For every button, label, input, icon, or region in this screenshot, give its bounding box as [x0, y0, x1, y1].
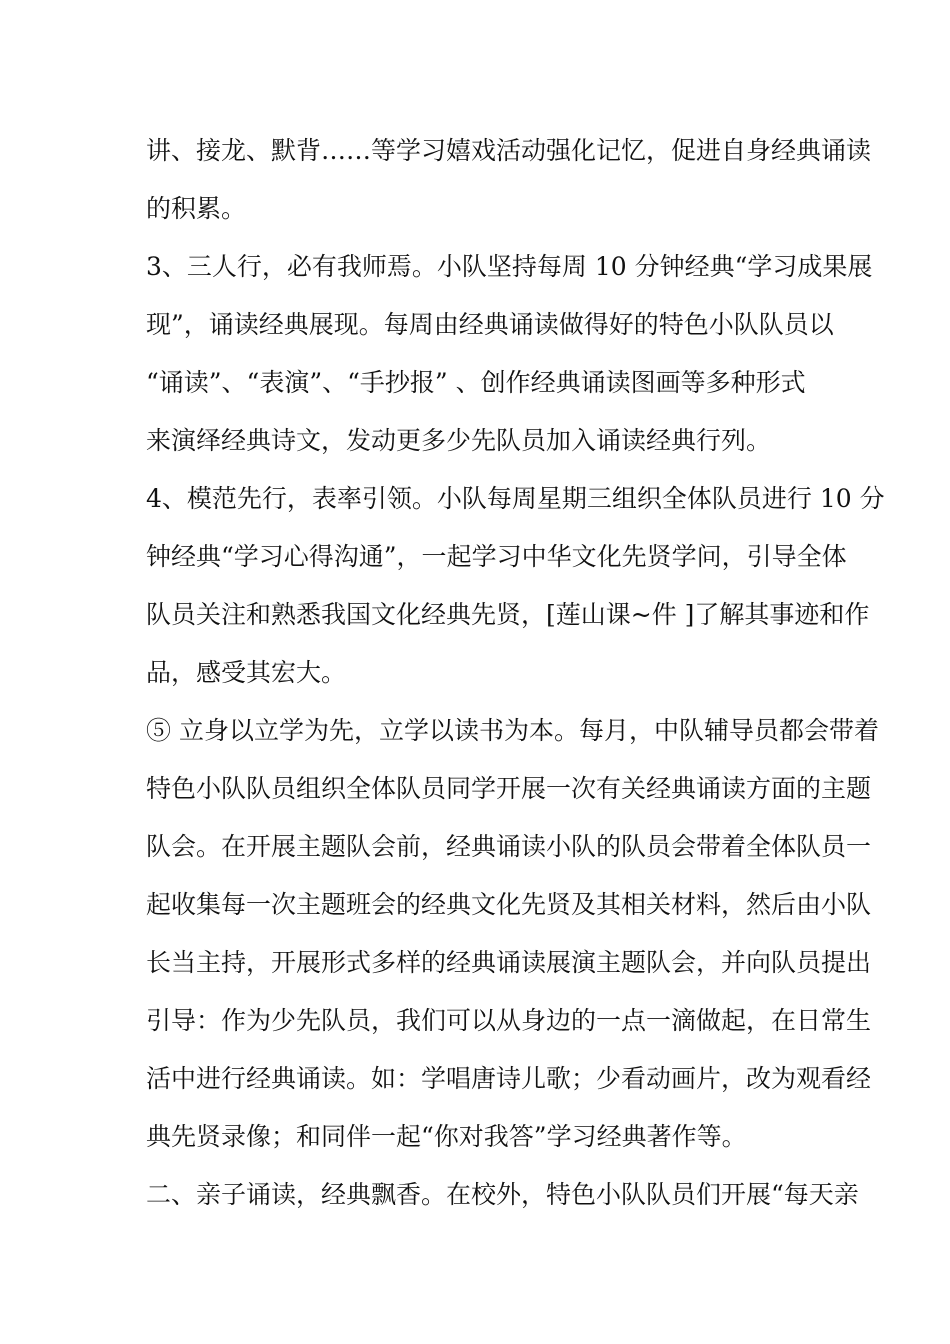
text-line: 现”，诵读经典展现。每周由经典诵读做得好的特色小队队员以 — [146, 310, 834, 339]
text-line: 队会。在开展主题队会前，经典诵读小队的队员会带着全体队员一 — [146, 832, 872, 861]
text-line: ⑤ 立身以立学为先，立学以读书为本。每月，中队辅导员都会带着 — [146, 716, 879, 745]
text-line: “诵读”、“表演”、“手抄报” 、创作经典诵读图画等多种形式 — [146, 368, 806, 397]
text-line: 特色小队队员组织全体队员同学开展一次有关经典诵读方面的主题 — [146, 774, 872, 803]
text-line: 品，感受其宏大。 — [146, 658, 347, 687]
text-line: 来演绎经典诗文，发动更多少先队员加入诵读经典行列。 — [146, 426, 772, 455]
text-line: 钟经典“学习心得沟通”，一起学习中华文化先贤学问，引导全体 — [146, 542, 847, 571]
text-line: 讲、接龙、默背……等学习嬉戏活动强化记忆，促进自身经典诵读 — [146, 136, 872, 165]
text-line: 3、三人行，必有我师焉。小队坚持每周 10 分钟经典“学习成果展 — [146, 252, 873, 281]
text-line: 的积累。 — [146, 194, 247, 223]
text-line: 起收集每一次主题班会的经典文化先贤及其相关材料，然后由小队 — [146, 890, 872, 919]
text-line: 队员关注和熟悉我国文化经典先贤，[莲山课~件 ]了解其事迹和作 — [146, 600, 870, 629]
text-line: 4、模范先行，表率引领。小队每周星期三组织全体队员进行 10 分 — [146, 484, 885, 513]
document-body — [146, 122, 885, 1224]
text-line: 引导：作为少先队员，我们可以从身边的一点一滴做起，在日常生 — [146, 1006, 872, 1035]
text-line: 典先贤录像；和同伴一起“你对我答”学习经典著作等。 — [146, 1122, 747, 1151]
text-line: 活中进行经典诵读。如：学唱唐诗儿歌；少看动画片，改为观看经 — [146, 1064, 872, 1093]
text-line: 二、亲子诵读，经典飘香。在校外，特色小队队员们开展“每天亲 — [146, 1180, 859, 1209]
text-line: 长当主持，开展形式多样的经典诵读展演主题队会，并向队员提出 — [146, 948, 872, 977]
